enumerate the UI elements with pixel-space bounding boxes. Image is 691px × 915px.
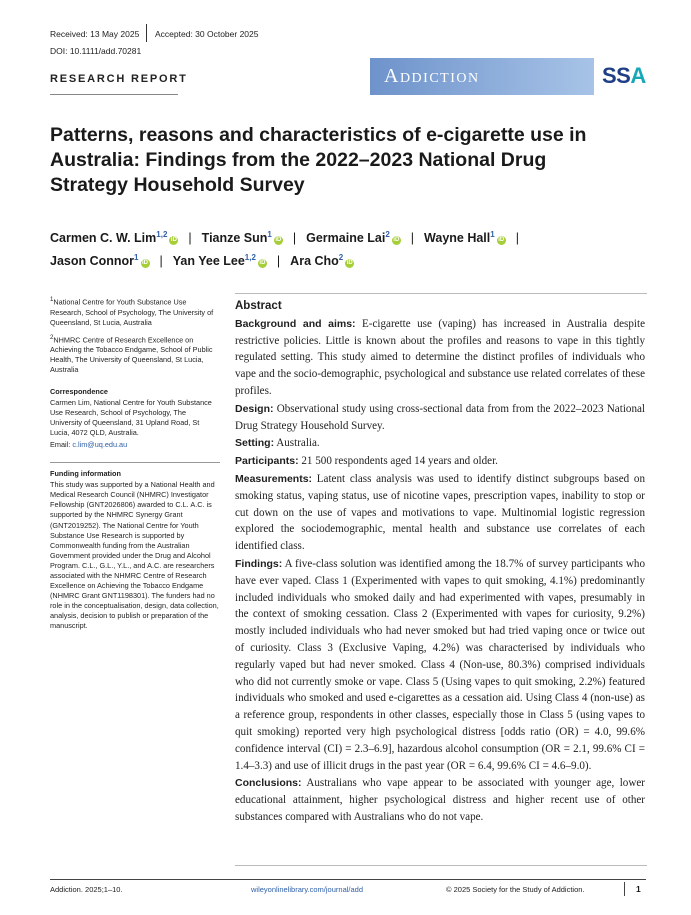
author-separator: | [276, 254, 281, 268]
correspondence-text: Carmen Lim, National Centre for Youth Substance Use Research, School of Psychology, The University of Queensland, 31 Upland Road, St Lucia, 4072 QLD, Australia. [50, 397, 212, 437]
abstract-section-text: E-cigarette use (vaping) has increased in Australia despite restrictive policies. Little is known about the profiles and reasons to vape in this tightly regulated setting. This study aimed to determine the distinct profiles of individuals who vape and the socio-demographic, psychological and substance use related correlates of these profiles. [235, 317, 645, 397]
orcid-icon[interactable]: iD [346, 260, 353, 266]
author-name: Carmen C. W. Lim [50, 231, 157, 245]
author-name: Germaine Lai [306, 231, 386, 245]
author[interactable] [290, 254, 354, 268]
abstract-section-label: Participants: [235, 455, 299, 468]
footer-copyright: © 2025 Society for the Study of Addiction. [446, 885, 585, 894]
author[interactable] [50, 254, 150, 268]
abstract-sections [235, 316, 645, 826]
author-name: Jason Connor [50, 254, 135, 268]
footer-rule [50, 879, 646, 880]
author-affiliation-marker: 2 [338, 253, 344, 262]
author-affiliation-marker: 2 [385, 230, 390, 239]
abstract-section [235, 453, 645, 470]
author-affiliation-marker: 1 [267, 230, 272, 239]
abstract-section-text: Latent class analysis was used to identify distinct subgroups based on smoking status, vaping status, use of nicotine vapes, prescription vapes, inability to stop or cut down on the use of vapes and motivations to vape. Multinomial logistic regression explored the sociodemographic, mental health and substance use correlates of each identified class. [235, 472, 645, 553]
article-type-rule [50, 94, 178, 95]
publisher-logo [596, 58, 646, 95]
footer-citation: Addiction. 2025;1–10. [50, 885, 123, 894]
journal-banner [370, 58, 594, 95]
affiliation-2: $^2$NHMRC Centre of Research Excellence on Achieving the Tobacco Endgame, School of Public Health, The University of Queensland, St Lucia, Australia [50, 333, 213, 375]
author-affiliation-marker: 1 [490, 230, 495, 239]
abstract [235, 298, 645, 827]
abstract-section [235, 401, 645, 435]
abstract-section-text: 21 500 respondents aged 14 years and older. [298, 455, 498, 468]
author-line-1 [50, 230, 529, 245]
author-name: Wayne Hall [424, 231, 491, 245]
author-affiliation-marker: 1 [134, 253, 139, 262]
meta-divider [146, 24, 147, 42]
affiliation-1: $^1$National Centre for Youth Substance Use Research, School of Psychology, The University of Queensland, St Lucia, Australia [50, 296, 214, 327]
author-separator: | [159, 254, 163, 268]
abstract-section-text: Australians who vape appear to be associated with younger age, lower educational attainment, higher psychological distress and higher recent use of other substances compared with Australians who do not vape. [235, 777, 645, 823]
article-type-label: RESEARCH REPORT [50, 73, 188, 85]
abstract-section-label: Conclusions: [235, 777, 302, 790]
author-line-2 [50, 253, 354, 268]
journal-name: Addiction [384, 65, 480, 87]
orcid-icon[interactable]: iD [275, 237, 282, 243]
author-name: Ara Cho [290, 254, 339, 268]
sidebar-divider [50, 462, 220, 463]
abstract-section [235, 471, 645, 555]
correspondence-heading: Correspondence [50, 386, 108, 396]
abstract-bottom-rule [235, 865, 647, 866]
footer-divider [624, 882, 625, 896]
abstract-section-label: Setting: [235, 437, 275, 450]
author-affiliation-marker: 1,2 [156, 230, 168, 239]
abstract-section [235, 316, 645, 400]
author-name: Yan Yee Lee [172, 254, 245, 268]
abstract-section-label: Findings: [235, 557, 283, 570]
abstract-section [235, 775, 645, 825]
abstract-section [235, 556, 645, 774]
abstract-section [235, 435, 645, 452]
author[interactable] [173, 254, 267, 268]
publisher-logo-text [602, 63, 646, 89]
orcid-icon[interactable]: iD [170, 237, 177, 243]
abstract-section-text: Australia. [274, 437, 320, 450]
author[interactable] [50, 231, 178, 245]
doi: DOI: 10.1111/add.70281 [50, 46, 142, 56]
abstract-section-text: Observational study using cross-sectional data from from the 2022–2023 National Drug Strategy Household Survey. [235, 402, 645, 432]
author-name: Tianze Sun [201, 231, 268, 245]
author-separator: | [188, 231, 192, 245]
accepted-date: Accepted: 30 October 2025 [155, 29, 259, 39]
author-separator: | [292, 231, 297, 245]
page-number: 1 [636, 884, 641, 894]
abstract-top-rule [235, 293, 647, 294]
footer-url[interactable]: wileyonlinelibrary.com/journal/add [251, 885, 363, 894]
email-link[interactable]: c.lim@uq.edu.au [72, 439, 128, 449]
author[interactable] [424, 231, 506, 245]
abstract-section-label: Measurements: [235, 472, 313, 485]
funding-text: This study was supported by a National Health and Medical Research Council (NHMRC) Investigator Fellowship (GNT2026806) awarded to C.L. A.C. is supported by the NHMRC Synergy Grant (GNT2019252). The National Centre for Youth Substance Use Research is supported by Commonwealth funding from the Australian Government provided under the Drug and Alcohol Program. C.L., G.L., Y.L., and A.C. are researchers associated with the NHMRC Centre of Research Excellence on Achieving the Tobacco Endgame (NHMRC Grant GNT1198301). The funders had no role in the conceptualisation, design, data collection, analysis, decision to publish or preparation of the manuscript. [50, 480, 219, 631]
article-sidebar [50, 295, 220, 637]
orcid-icon[interactable]: iD [393, 237, 400, 243]
abstract-heading: Abstract [235, 300, 282, 312]
article-title: Patterns, reasons and characteristics of e-cigarette use in Australia: Findings from the 2022–2023 National Drug Strategy Household Survey [50, 124, 587, 196]
author[interactable] [306, 231, 401, 245]
orcid-icon[interactable]: iD [498, 237, 505, 243]
orcid-icon[interactable]: iD [142, 260, 148, 266]
abstract-section-label: Design: [235, 402, 274, 415]
publisher-logo-ss: SS [602, 63, 631, 88]
author[interactable] [202, 231, 283, 245]
funding-heading: Funding information [50, 469, 121, 479]
author-separator: | [515, 231, 519, 245]
abstract-section-label: Background and aims: [235, 317, 356, 330]
abstract-section-text: A five-class solution was identified among the 18.7% of survey participants who have ever vaped. Class 1 (Experimented with vapes to quit smoking, 4.1%) predominantly included individuals who smoked daily and had experimented with vapes, presumably in the context of smoking cessation. Class 2 (Experimented with vapes for curiosity, 9.2%) mostly included individuals who had never smoked but had tried vaping once or twice out of curiosity. Class 3 (Exclusive Vaping, 4.2%) was characterised by individuals who regularly vaped but had never smoked. Class 4 (Non-use, 80.3%) comprised individuals who did not currently smoke or vape. Class 5 (Using vapes to quit smoking, 2.2%) featured individuals who smoked and used e-cigarettes as a cessation aid. Using Class 4 (non-use) as a reference group, respondents in other classes, especially those in Class 5 (using vapes to quit smoking) reported very high psychological distress [odds ratio (OR) = 4.0, 99.6% confidence interval (CI) = 2.3–6.9], hazardous alcohol consumption (OR = 2.1, 99.6% CI = 1.4–3.3) and use of illicit drugs in the past year (OR = 6.4, 99.6% CI = 4.6–9.0). [235, 557, 645, 772]
orcid-icon[interactable]: iD [259, 260, 266, 266]
author-separator: | [410, 231, 415, 245]
correspondence-email-line: Email: c.lim@uq.edu.au [50, 439, 128, 449]
author-affiliation-marker: 1,2 [244, 253, 256, 262]
publisher-logo-a: A [630, 63, 646, 88]
received-date: Received: 13 May 2025 [50, 29, 140, 39]
